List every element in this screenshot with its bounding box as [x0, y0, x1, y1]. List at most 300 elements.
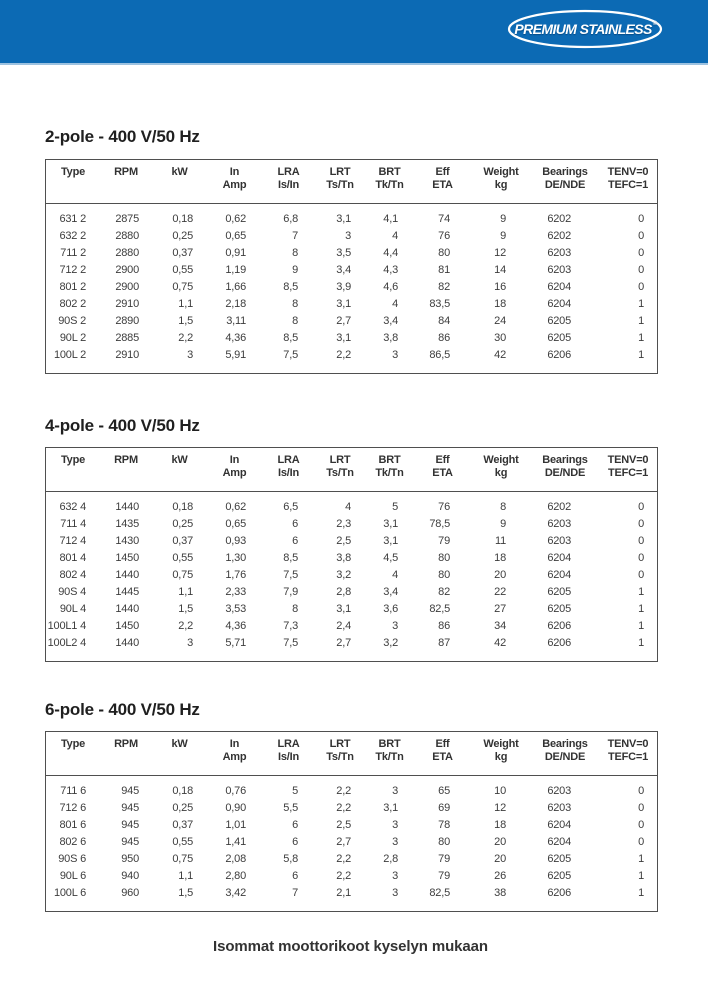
table-cell: 6203	[547, 247, 571, 259]
table-cell: 6202	[547, 213, 571, 225]
spec-table-4-pole	[45, 447, 658, 662]
table-cell: 6202	[547, 501, 571, 513]
column-header-line1: LRT	[329, 738, 351, 750]
column-header-line1: RPM	[114, 738, 138, 750]
table-cell: 0,62	[225, 213, 246, 225]
table-cell: 20	[494, 836, 506, 848]
column-header-line2: Ts/Tn	[326, 179, 354, 191]
table-cell: 3,4	[383, 586, 398, 598]
column-header	[365, 448, 414, 492]
table-cell: 3,1	[336, 332, 351, 344]
table-cell: 1435	[115, 518, 139, 530]
table-cell: 82,5	[429, 603, 450, 615]
column-header	[100, 160, 152, 204]
table-cell: 2900	[115, 281, 139, 293]
table-cell: 0,37	[172, 535, 193, 547]
section-title-2-pole: 2-pole - 400 V/50 Hz	[45, 127, 200, 146]
table-cell: 24	[494, 315, 506, 327]
table-cell: 2890	[115, 315, 139, 327]
table-cell: 2,5	[336, 535, 351, 547]
table-cell: 1,1	[178, 586, 193, 598]
table-row	[46, 204, 658, 229]
table-cell: 22	[494, 586, 506, 598]
table-cell: 0	[638, 836, 644, 848]
table-cell: 42	[494, 637, 506, 649]
table-cell: 34	[494, 620, 506, 632]
table-cell: 6204	[547, 552, 571, 564]
column-header	[46, 732, 101, 776]
table-cell: 6203	[547, 518, 571, 530]
table-row	[46, 516, 658, 533]
table-cell: 4,6	[383, 281, 398, 293]
column-header-line1: TENV=0	[607, 738, 649, 750]
column-header-line1: Type	[60, 166, 86, 178]
table-cell: 4,5	[383, 552, 398, 564]
column-header-line1: BRT	[378, 166, 401, 178]
table-cell: 0,25	[172, 802, 193, 814]
table-cell: 0,62	[225, 501, 246, 513]
table-cell: 2,2	[336, 802, 351, 814]
column-header	[152, 448, 207, 492]
header-row	[46, 448, 658, 492]
table-cell: 4,4	[383, 247, 398, 259]
table-row	[46, 245, 658, 262]
column-header-line1: kW	[171, 454, 188, 466]
table-cell: 0,75	[172, 569, 193, 581]
column-header-line1: LRT	[329, 454, 351, 466]
table-row	[46, 834, 658, 851]
table-row	[46, 296, 658, 313]
column-header	[599, 160, 658, 204]
table-cell: 100L 2	[53, 349, 86, 361]
table-cell: 3,4	[336, 264, 351, 276]
table-cell: 711 2	[60, 247, 86, 259]
table-cell: 3,1	[336, 603, 351, 615]
table-cell: 802 2	[59, 298, 86, 310]
table-cell: 6	[292, 836, 298, 848]
table-cell: 6204	[547, 836, 571, 848]
table-cell: 4,36	[225, 332, 246, 344]
table-cell: 80	[438, 569, 450, 581]
table-cell: 801 6	[59, 819, 86, 831]
table-cell: 2900	[115, 264, 139, 276]
table-row	[46, 550, 658, 567]
table-cell: 8	[292, 247, 298, 259]
column-header-line2: Is/In	[277, 751, 299, 763]
table-cell: 6204	[547, 819, 571, 831]
table-cell: 65	[438, 785, 450, 797]
table-cell: 2,8	[383, 853, 398, 865]
column-header-line2: DE/NDE	[544, 467, 586, 479]
table-cell: 3,42	[225, 887, 246, 899]
column-header-line2: Is/In	[277, 467, 299, 479]
column-header-line1: BRT	[378, 738, 401, 750]
table-cell: 1,30	[225, 552, 246, 564]
column-header-line2: TEFC=1	[607, 467, 649, 479]
column-header	[315, 732, 365, 776]
table-cell: 6	[292, 819, 298, 831]
table-cell: 2910	[115, 298, 139, 310]
table-row	[46, 851, 658, 868]
table-cell: 2,2	[336, 349, 351, 361]
table-cell: 0,18	[172, 501, 193, 513]
table-cell: 83,5	[429, 298, 450, 310]
table-cell: 3	[345, 230, 351, 242]
column-header	[471, 448, 531, 492]
table-cell: 7,3	[283, 620, 298, 632]
column-header	[531, 448, 599, 492]
column-header-line1: kW	[171, 738, 188, 750]
table-cell: 7	[292, 887, 298, 899]
table-row	[46, 776, 658, 801]
table-cell: 4,3	[383, 264, 398, 276]
table-cell: 6203	[547, 785, 571, 797]
table-cell: 2,2	[178, 332, 193, 344]
table-cell: 1	[638, 620, 644, 632]
table-row	[46, 601, 658, 618]
column-header-line1: LRA	[277, 454, 300, 466]
table-cell: 7	[292, 230, 298, 242]
table-cell: 3	[392, 349, 398, 361]
table-cell: 3,6	[383, 603, 398, 615]
table-cell: 3	[187, 637, 193, 649]
table-cell: 945	[121, 802, 139, 814]
table-cell: 7,5	[283, 569, 298, 581]
table-cell: 2885	[115, 332, 139, 344]
table-cell: 1,19	[225, 264, 246, 276]
table-cell: 2,7	[336, 637, 351, 649]
table-cell: 6205	[547, 332, 571, 344]
table-cell: 711 6	[60, 785, 86, 797]
table-cell: 26	[494, 870, 506, 882]
table-cell: 0	[638, 785, 644, 797]
table-cell: 1	[638, 349, 644, 361]
table-cell: 6206	[547, 349, 571, 361]
table-cell: 6203	[547, 802, 571, 814]
table-row	[46, 330, 658, 347]
table-cell: 0	[638, 281, 644, 293]
table-cell: 1	[638, 298, 644, 310]
table-cell: 940	[121, 870, 139, 882]
column-header	[599, 448, 658, 492]
table-cell: 0	[638, 552, 644, 564]
column-header-line1: LRT	[329, 166, 351, 178]
table-cell: 1	[638, 603, 644, 615]
section-title-4-pole: 4-pole - 400 V/50 Hz	[45, 416, 200, 435]
table-cell: 74	[438, 213, 450, 225]
column-header-line2: TEFC=1	[607, 179, 649, 191]
table-cell: 0	[638, 264, 644, 276]
table-row	[46, 618, 658, 635]
table-cell: 711 4	[60, 518, 86, 530]
table-cell: 945	[121, 785, 139, 797]
table-cell: 30	[494, 332, 506, 344]
table-cell: 80	[438, 552, 450, 564]
table-cell: 0	[638, 230, 644, 242]
table-cell: 3,1	[383, 518, 398, 530]
column-header-line1: Eff	[435, 738, 450, 750]
table-cell: 86	[438, 620, 450, 632]
table-cell: 82	[438, 586, 450, 598]
column-header-line2: kg	[494, 751, 508, 763]
table-cell: 16	[494, 281, 506, 293]
column-header-line1: In	[229, 454, 240, 466]
table-cell: 3,1	[383, 802, 398, 814]
table-row	[46, 262, 658, 279]
table-cell: 8	[292, 315, 298, 327]
table-cell: 0	[638, 518, 644, 530]
table-cell: 6	[292, 518, 298, 530]
table-cell: 8,5	[283, 332, 298, 344]
table-cell: 2,4	[336, 620, 351, 632]
table-cell: 0,65	[225, 518, 246, 530]
table-cell: 6205	[547, 603, 571, 615]
table-cell: 100L1 4	[47, 620, 86, 632]
column-header	[599, 732, 658, 776]
table-cell: 1	[638, 853, 644, 865]
table-cell: 960	[121, 887, 139, 899]
table-cell: 90L 4	[59, 603, 86, 615]
table-cell: 6205	[547, 870, 571, 882]
column-header-line2: ETA	[432, 179, 453, 191]
table-cell: 6206	[547, 620, 571, 632]
table-cell: 18	[494, 819, 506, 831]
table-cell: 0,25	[172, 230, 193, 242]
table-row	[46, 800, 658, 817]
column-header-line1: Weight	[483, 166, 519, 178]
table-cell: 3	[392, 836, 398, 848]
table-cell: 5,8	[283, 853, 298, 865]
table-cell: 90S 2	[58, 315, 86, 327]
column-header-line1: Bearings	[542, 454, 588, 466]
table-cell: 90L 6	[59, 870, 86, 882]
table-cell: 79	[438, 535, 450, 547]
spec-table-6-pole	[45, 731, 658, 912]
table-cell: 3	[392, 785, 398, 797]
table-cell: 1430	[115, 535, 139, 547]
column-header-line1: Bearings	[542, 166, 588, 178]
column-header-line1: TENV=0	[607, 166, 649, 178]
column-header	[471, 160, 531, 204]
table-cell: 2,5	[336, 819, 351, 831]
column-header-line2: Is/In	[277, 179, 299, 191]
table-cell: 11	[494, 535, 506, 547]
column-header-line2: DE/NDE	[544, 751, 586, 763]
column-header-line1: kW	[171, 166, 188, 178]
column-header-line2: Tk/Tn	[375, 179, 404, 191]
table-cell: 3,5	[336, 247, 351, 259]
table-cell: 801 2	[59, 281, 86, 293]
table-cell: 90S 6	[58, 853, 86, 865]
table-cell: 6,8	[283, 213, 298, 225]
table-cell: 5,91	[225, 349, 246, 361]
table-cell: 1	[638, 315, 644, 327]
column-header-line2: Tk/Tn	[375, 467, 404, 479]
column-header	[152, 160, 207, 204]
table-cell: 79	[438, 870, 450, 882]
table-cell: 0,55	[172, 552, 193, 564]
table-cell: 9	[292, 264, 298, 276]
table-cell: 3	[187, 349, 193, 361]
table-cell: 712 4	[59, 535, 86, 547]
table-cell: 1450	[115, 552, 139, 564]
table-row	[46, 817, 658, 834]
column-header-line1: Bearings	[542, 738, 588, 750]
table-cell: 3	[392, 620, 398, 632]
table-cell: 0,55	[172, 264, 193, 276]
table-cell: 4,36	[225, 620, 246, 632]
table-cell: 2,7	[336, 315, 351, 327]
table-cell: 3,4	[383, 315, 398, 327]
table-cell: 7,5	[283, 637, 298, 649]
column-header-line2: ETA	[432, 467, 453, 479]
table-cell: 3	[392, 819, 398, 831]
table-cell: 945	[121, 819, 139, 831]
table-cell: 2,33	[225, 586, 246, 598]
column-header-line1: Weight	[483, 454, 519, 466]
table-cell: 0	[638, 569, 644, 581]
column-header-line2: kg	[494, 467, 508, 479]
column-header-line1: Type	[60, 738, 86, 750]
table-cell: 18	[494, 298, 506, 310]
table-cell: 4	[345, 501, 351, 513]
table-cell: 6204	[547, 569, 571, 581]
column-header-line1: Type	[60, 454, 86, 466]
table-cell: 3	[392, 887, 398, 899]
table-cell: 2,18	[225, 298, 246, 310]
table-cell: 18	[494, 552, 506, 564]
table-cell: 69	[438, 802, 450, 814]
brand-header-band	[0, 0, 708, 63]
table-cell: 2,3	[336, 518, 351, 530]
table-cell: 4	[392, 569, 398, 581]
table-cell: 2880	[115, 230, 139, 242]
column-header-line2: TEFC=1	[607, 751, 649, 763]
table-cell: 1440	[115, 637, 139, 649]
table-row	[46, 567, 658, 584]
table-cell: 6206	[547, 887, 571, 899]
column-header	[365, 160, 414, 204]
table-cell: 14	[494, 264, 506, 276]
table-cell: 1,5	[178, 603, 193, 615]
table-cell: 6205	[547, 315, 571, 327]
table-cell: 3,2	[383, 637, 398, 649]
column-header	[365, 732, 414, 776]
table-cell: 7,5	[283, 349, 298, 361]
table-cell: 76	[438, 230, 450, 242]
table-cell: 3,1	[336, 298, 351, 310]
table-cell: 2,80	[225, 870, 246, 882]
table-row	[46, 885, 658, 912]
table-cell: 86	[438, 332, 450, 344]
column-header	[207, 448, 262, 492]
column-header	[315, 448, 365, 492]
column-header-line2: Tk/Tn	[375, 751, 404, 763]
column-header-line2: Ts/Tn	[326, 467, 354, 479]
table-cell: 0	[638, 213, 644, 225]
premium-stainless-logo	[506, 9, 664, 49]
table-cell: 8	[292, 298, 298, 310]
table-cell: 1450	[115, 620, 139, 632]
table-row	[46, 279, 658, 296]
logo-text	[506, 9, 664, 49]
column-header-line1: In	[229, 738, 240, 750]
table-cell: 78	[438, 819, 450, 831]
table-cell: 5,71	[225, 637, 246, 649]
table-cell: 1	[638, 586, 644, 598]
column-header	[315, 160, 365, 204]
table-cell: 8	[500, 501, 506, 513]
table-cell: 0,90	[225, 802, 246, 814]
column-header	[262, 160, 315, 204]
table-cell: 2875	[115, 213, 139, 225]
table-cell: 6	[292, 535, 298, 547]
table-cell: 1440	[115, 603, 139, 615]
table-cell: 631 2	[59, 213, 86, 225]
table-cell: 0,93	[225, 535, 246, 547]
table-cell: 5	[392, 501, 398, 513]
table-cell: 1	[638, 887, 644, 899]
table-row	[46, 313, 658, 330]
column-header-line2: Amp	[222, 467, 247, 479]
column-header-line2: DE/NDE	[544, 179, 586, 191]
table-cell: 87	[438, 637, 450, 649]
table-cell: 2,2	[336, 853, 351, 865]
column-header	[152, 732, 207, 776]
table-cell: 0,37	[172, 819, 193, 831]
table-cell: 79	[438, 853, 450, 865]
column-header-line2: Amp	[222, 179, 247, 191]
table-cell: 3,11	[226, 315, 246, 327]
column-header-line2: kg	[494, 179, 508, 191]
header-row	[46, 732, 658, 776]
table-cell: 7,9	[283, 586, 298, 598]
column-header	[414, 732, 471, 776]
table-cell: 712 2	[59, 264, 86, 276]
table-cell: 42	[494, 349, 506, 361]
table-cell: 632 4	[59, 501, 86, 513]
table-cell: 12	[494, 247, 506, 259]
table-row	[46, 533, 658, 550]
table-cell: 4	[392, 230, 398, 242]
table-cell: 76	[438, 501, 450, 513]
table-cell: 2,08	[225, 853, 246, 865]
table-cell: 6203	[547, 535, 571, 547]
table-cell: 1,01	[225, 819, 246, 831]
column-header-line1: LRA	[277, 166, 300, 178]
table-cell: 0	[638, 819, 644, 831]
column-header	[100, 732, 152, 776]
table-row	[46, 868, 658, 885]
column-header-line1: RPM	[114, 166, 138, 178]
table-cell: 90S 4	[58, 586, 86, 598]
table-cell: 0,75	[172, 853, 193, 865]
table-cell: 1	[638, 870, 644, 882]
table-cell: 5	[292, 785, 298, 797]
table-cell: 1445	[115, 586, 139, 598]
table-cell: 6203	[547, 264, 571, 276]
table-cell: 0	[638, 535, 644, 547]
column-header	[100, 448, 152, 492]
table-cell: 12	[494, 802, 506, 814]
table-cell: 1,5	[178, 315, 193, 327]
table-cell: 3,8	[336, 552, 351, 564]
column-header-line1: RPM	[114, 454, 138, 466]
table-cell: 80	[438, 836, 450, 848]
table-cell: 1440	[115, 501, 139, 513]
table-cell: 802 4	[59, 569, 86, 581]
table-cell: 2,8	[336, 586, 351, 598]
